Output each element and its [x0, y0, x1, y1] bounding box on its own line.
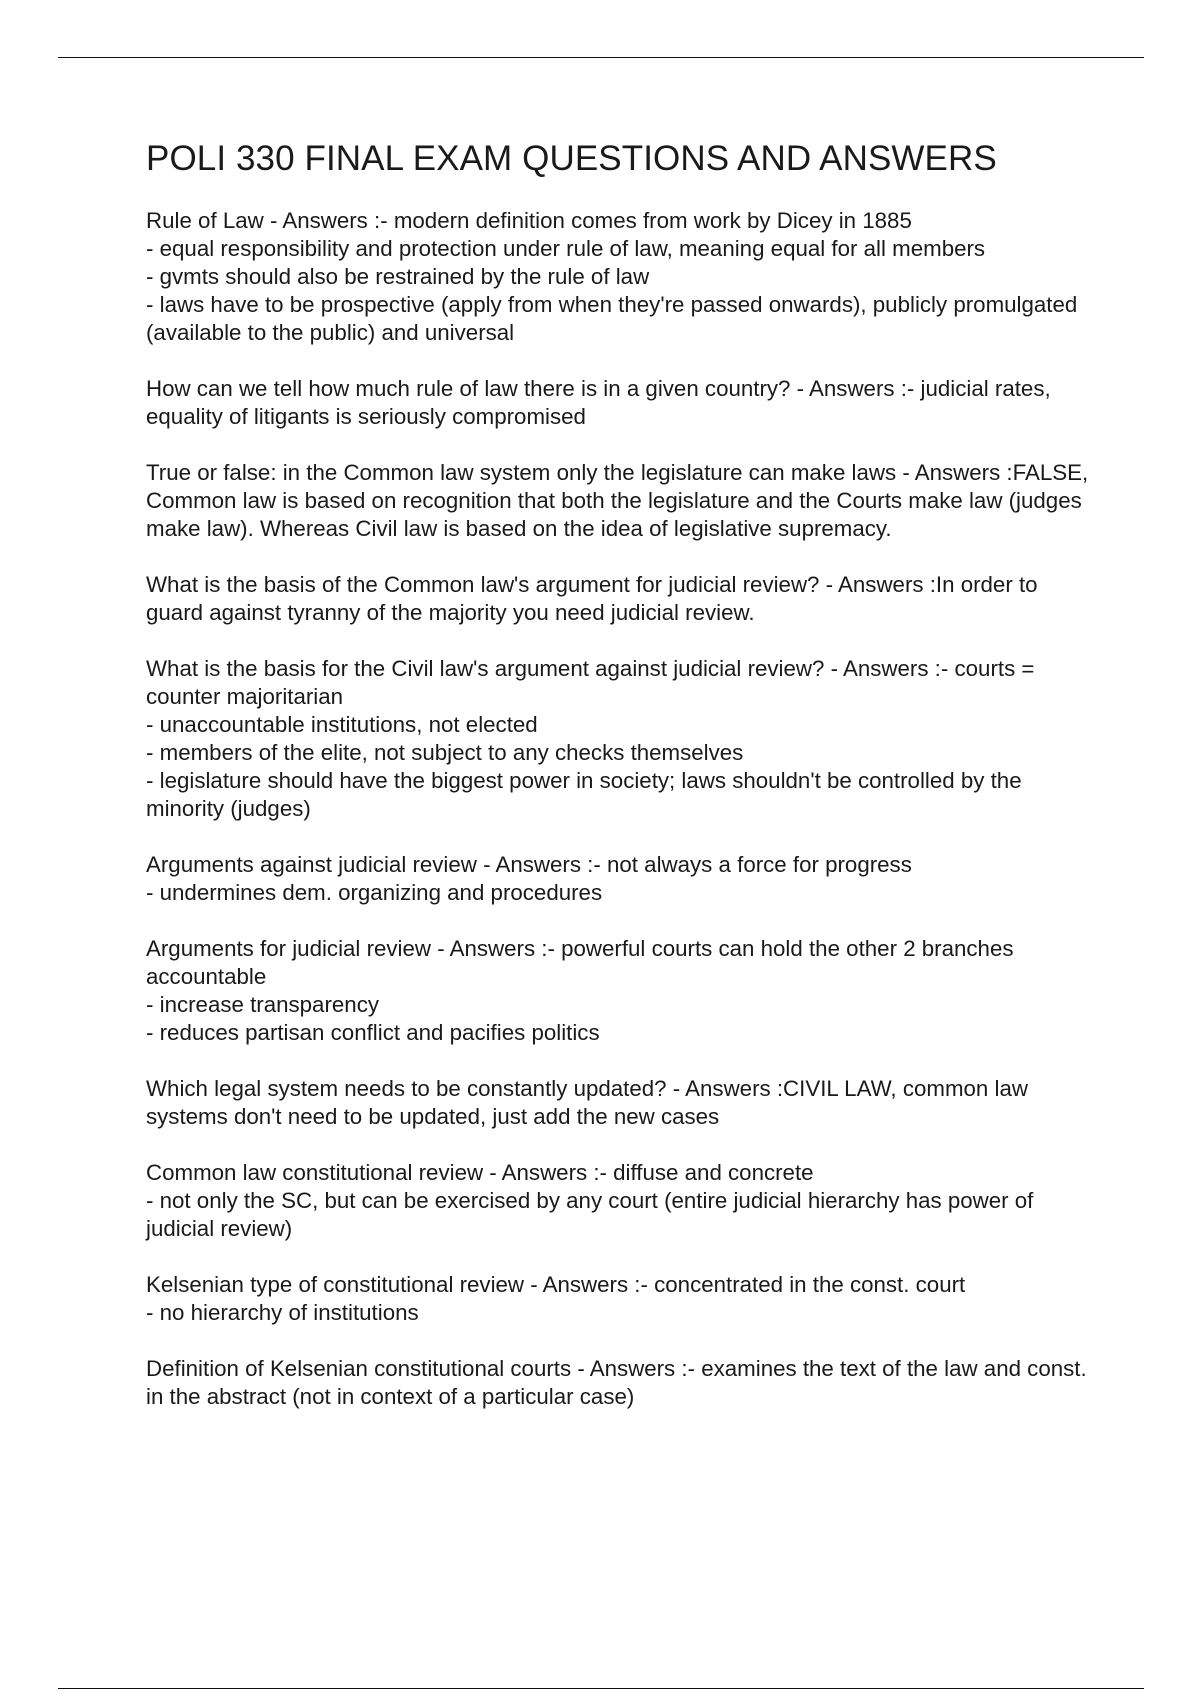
qa-line: Rule of Law - Answers :- modern definition comes from work by Dicey in 1885 — [146, 208, 912, 233]
qa-entry — [146, 851, 1096, 907]
qa-line: True or false: in the Common law system only the legislature can make laws - Answers :FALSE, Common law is based on recognition that both the legislature and the Courts make law (judges make law). Whereas Civil law is based on the idea of legislative supremacy. — [146, 460, 1089, 541]
qa-line: - increase transparency — [146, 992, 379, 1017]
qa-entry — [146, 655, 1096, 823]
qa-entry — [146, 1075, 1096, 1131]
qa-line: - members of the elite, not subject to any checks themselves — [146, 740, 744, 765]
qa-line: - undermines dem. organizing and procedures — [146, 880, 603, 905]
qa-line: - reduces partisan conflict and pacifies politics — [146, 1020, 600, 1045]
qa-line: - unaccountable institutions, not elected — [146, 712, 538, 737]
qa-line: - no hierarchy of institutions — [146, 1300, 419, 1325]
qa-entry — [146, 1355, 1096, 1411]
qa-line: Arguments for judicial review - Answers :- powerful courts can hold the other 2 branches accountable — [146, 936, 1014, 989]
qa-line: Common law constitutional review - Answers :- diffuse and concrete — [146, 1160, 814, 1185]
qa-line: - equal responsibility and protection under rule of law, meaning equal for all members — [146, 236, 986, 261]
qa-entry — [146, 1271, 1096, 1327]
qa-line: Arguments against judicial review - Answers :- not always a force for progress — [146, 852, 912, 877]
qa-entry — [146, 1159, 1096, 1243]
qa-line: What is the basis for the Civil law's argument against judicial review? - Answers :- courts = counter majoritarian — [146, 656, 1035, 709]
qa-line: - gvmts should also be restrained by the rule of law — [146, 264, 650, 289]
qa-entry — [146, 375, 1096, 431]
top-rule — [58, 57, 1144, 58]
qa-line: - not only the SC, but can be exercised by any court (entire judicial hierarchy has power of judicial review) — [146, 1188, 1034, 1241]
qa-line: Which legal system needs to be constantly updated? - Answers :CIVIL LAW, common law systems don't need to be updated, just add the new cases — [146, 1076, 1028, 1129]
qa-line: Kelsenian type of constitutional review - Answers :- concentrated in the const. court — [146, 1272, 966, 1297]
qa-entry — [146, 207, 1096, 347]
bottom-rule — [58, 1688, 1144, 1689]
qa-line: What is the basis of the Common law's argument for judicial review? - Answers :In order to guard against tyranny of the majority you need judicial review. — [146, 572, 1038, 625]
qa-line: - laws have to be prospective (apply from when they're passed onwards), publicly promulgated (available to the public) and universal — [146, 292, 1078, 345]
qa-line: Definition of Kelsenian constitutional courts - Answers :- examines the text of the law and const. in the abstract (not in context of a particular case) — [146, 1356, 1087, 1409]
qa-line: How can we tell how much rule of law there is in a given country? - Answers :- judicial rates, equality of litigants is seriously compromised — [146, 376, 1051, 429]
document-body — [146, 138, 1096, 1439]
qa-entry — [146, 935, 1096, 1047]
qa-entry — [146, 571, 1096, 627]
qa-line: - legislature should have the biggest power in society; laws shouldn't be controlled by the minority (judges) — [146, 768, 1022, 821]
qa-entry — [146, 459, 1096, 543]
document-title: POLI 330 FINAL EXAM QUESTIONS AND ANSWERS — [146, 139, 997, 178]
